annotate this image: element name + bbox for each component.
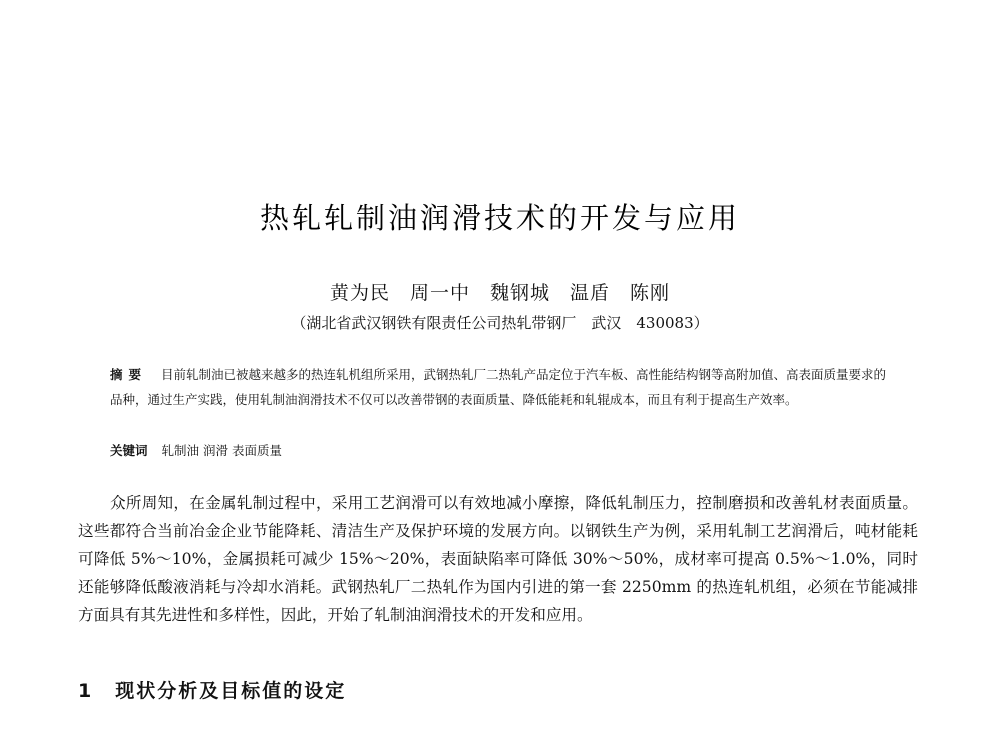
keywords-block <box>110 438 890 463</box>
abstract-label: 摘要 <box>110 367 148 382</box>
section-title: 现状分析及目标值的设定 <box>115 680 347 702</box>
section-heading <box>78 676 346 703</box>
abstract-text: 目前轧制油已被越来越多的热连轧机组所采用，武钢热轧厂二热轧产品定位于汽车板、高性能结构钢等高附加值、高表面质量要求的品种，通过生产实践，使用轧制油润滑技术不仅可以改善带钢的表面质量、降低能耗和轧辊成本，而且有利于提高生产效率。 <box>110 367 887 407</box>
abstract-block <box>110 362 890 412</box>
section-number: 1 <box>78 680 94 702</box>
keywords-label: 关键词 <box>110 443 148 458</box>
author-affiliation: （湖北省武汉钢铁有限责任公司热轧带钢厂 武汉 430083） <box>291 314 709 332</box>
author-list: 黄为民 周一中 魏钢城 温盾 陈刚 <box>329 282 670 304</box>
intro-paragraph: 众所周知，在金属轧制过程中，采用工艺润滑可以有效地减小摩擦，降低轧制压力，控制磨损和改善轧材表面质量。这些都符合当前冶金企业节能降耗、清洁生产及保护环境的发展方向。以钢铁生产为例，采用轧制工艺润滑后，吨材能耗可降低 5%～10%，金属损耗可减少 15%～20%，表面缺陷率可降低 30%～50%，成材率可提高 0.5%～1.0%，同时还能够降低酸液消耗与冷却水消耗。武钢热轧厂二热轧作为国内引进的第一套 2250mm 的热连轧机组，必须在节能减排方面具有其先进性和多样性，因此，开始了轧制油润滑技术的开发和应用。 <box>78 494 918 624</box>
paper-title: 热轧轧制油润滑技术的开发与应用 <box>259 201 740 235</box>
keywords-text: 轧制油 润滑 表面质量 <box>161 443 282 458</box>
